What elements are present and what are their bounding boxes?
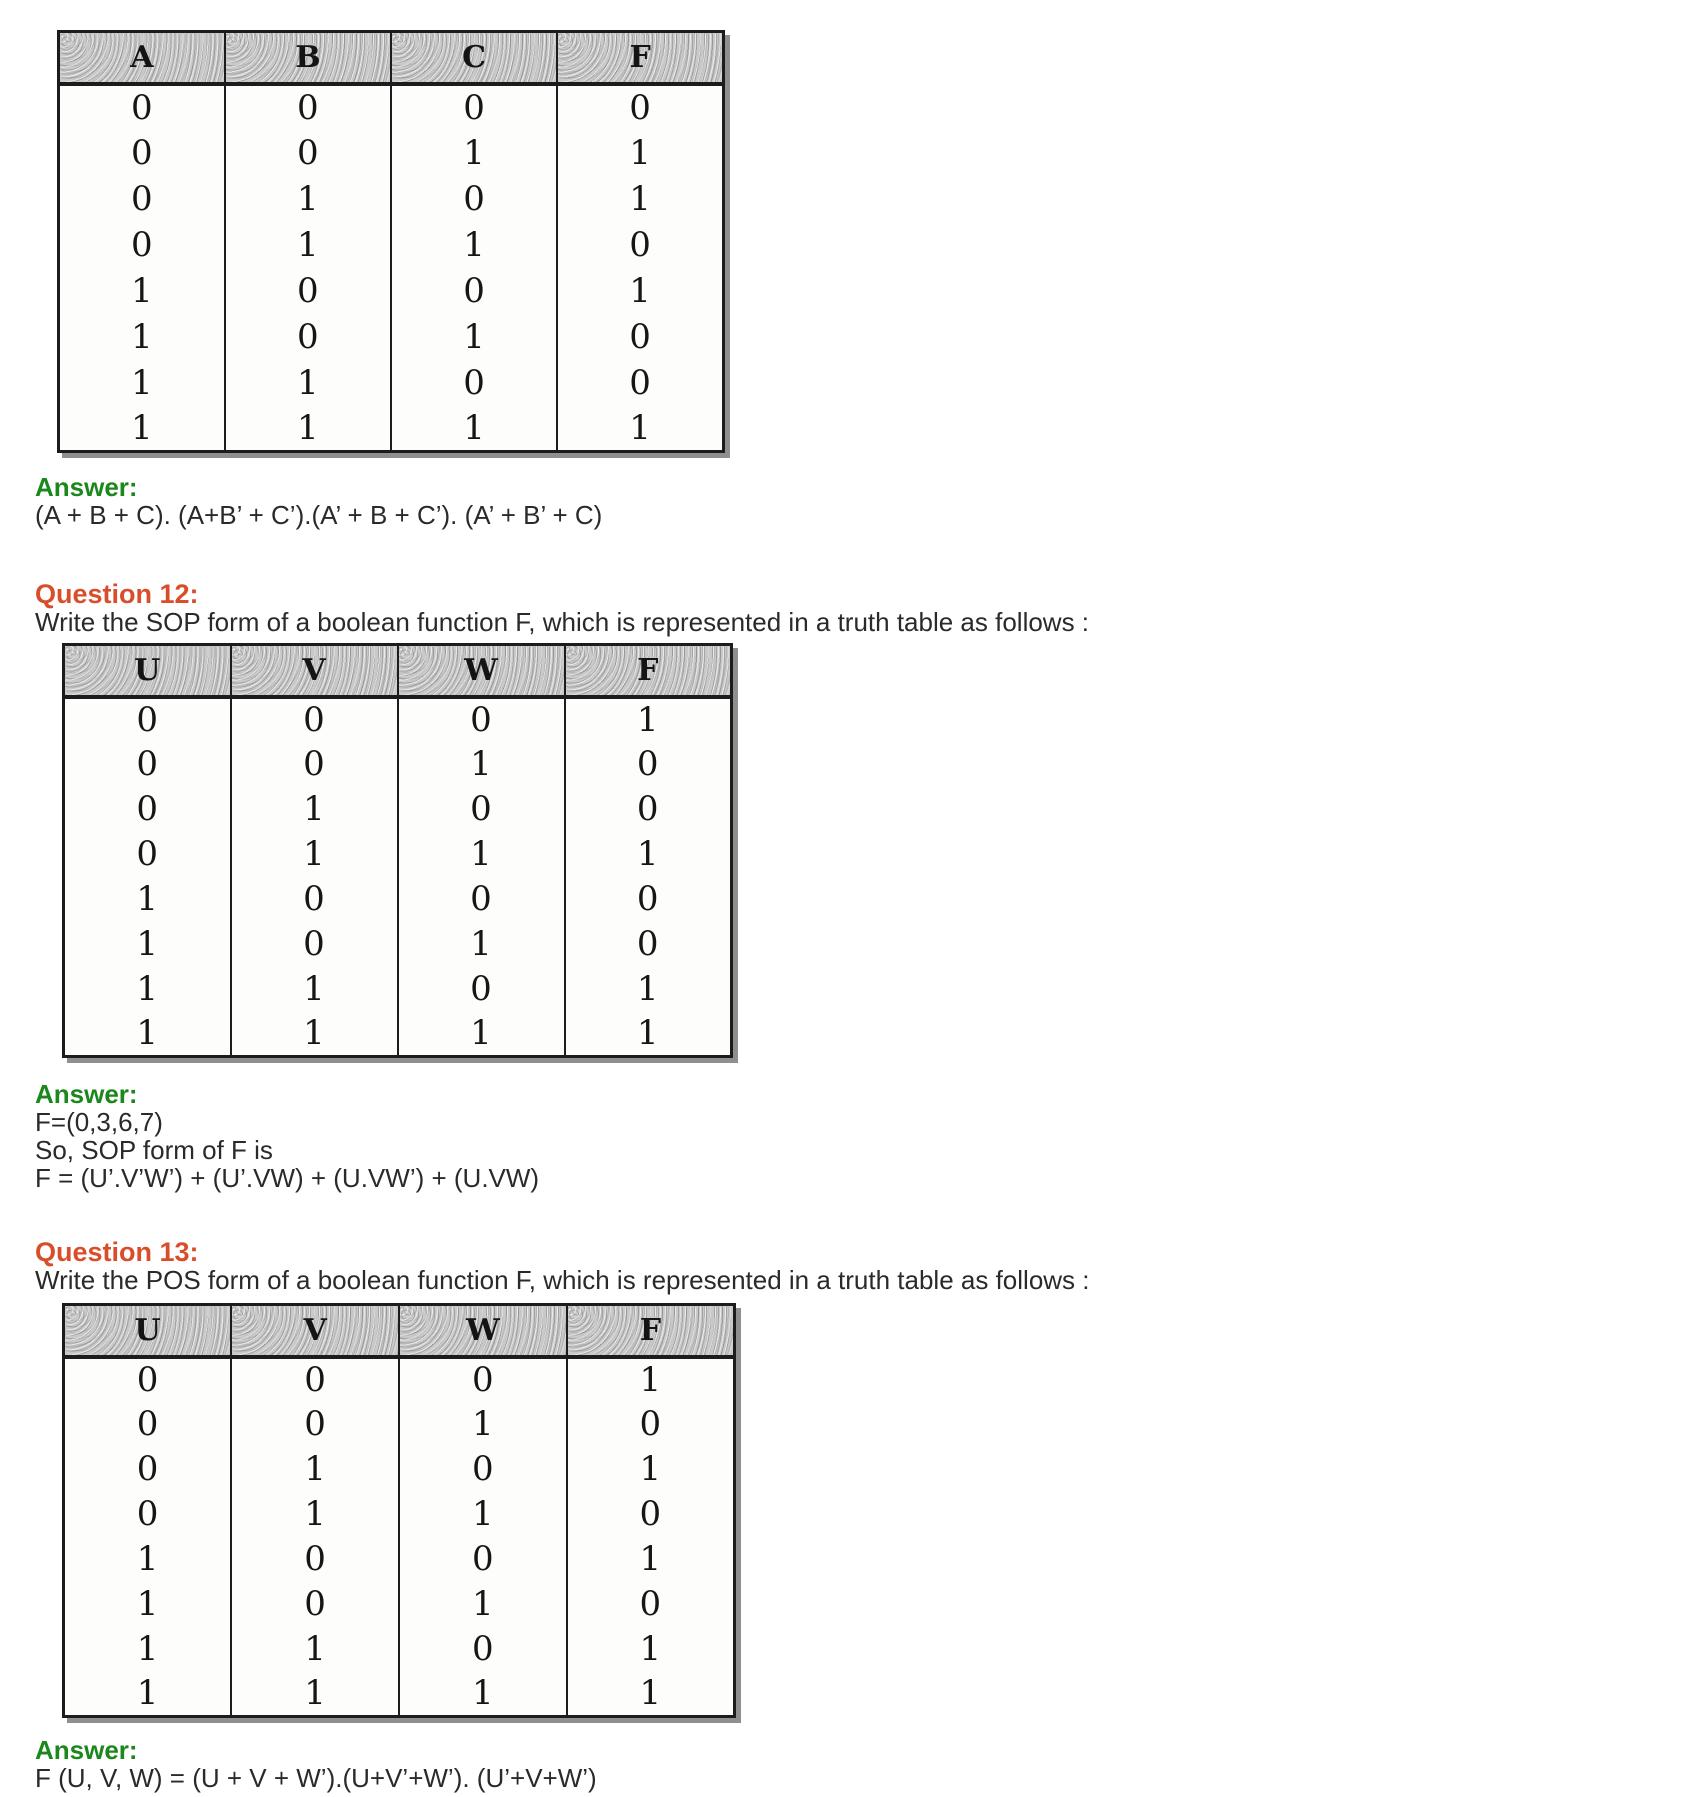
- table-cell: 0: [557, 84, 723, 130]
- question-12-block: [35, 580, 1089, 636]
- table-cell: 1: [231, 787, 398, 832]
- answer-12-line-3: F = (U’.V’W’) + (U’.VW) + (U.VW’) + (U.VW): [35, 1163, 540, 1193]
- table-row: [64, 742, 732, 787]
- table-cell: 1: [391, 314, 557, 360]
- table-cell: 0: [136, 1449, 159, 1489]
- table-row: [64, 1012, 732, 1057]
- table-row: [59, 314, 724, 360]
- table-cell: 0: [131, 178, 153, 219]
- table-cell: 0: [557, 222, 723, 268]
- table-cell: 1: [567, 1672, 735, 1717]
- answer-11-expression: (A + B + C). (A+B’ + C’).(A’ + B + C’). (A’ + B’ + C): [35, 500, 603, 530]
- table-cell: 0: [231, 1402, 399, 1447]
- column-header-a: A: [59, 32, 225, 84]
- header-row: [64, 645, 732, 697]
- table-cell: 1: [136, 879, 159, 919]
- table-cell: 1: [565, 1012, 732, 1057]
- table-cell: 1: [565, 697, 732, 742]
- table-cell: 0: [565, 877, 732, 922]
- table-cell: 0: [398, 787, 565, 832]
- column-header-f: F: [567, 1305, 735, 1357]
- table-row: [59, 268, 724, 314]
- table-cell: 1: [136, 969, 159, 1009]
- table-cell: 1: [557, 130, 723, 176]
- answer-12-line-2: So, SOP form of F is: [35, 1135, 273, 1165]
- table-cell: 0: [231, 1357, 399, 1402]
- table-row: [64, 832, 732, 877]
- question-12-label: Question 12:: [35, 579, 199, 609]
- table-cell: 0: [398, 697, 565, 742]
- column-header-c: C: [391, 32, 557, 84]
- table-row: [64, 1357, 735, 1402]
- table-cell: 0: [136, 1404, 159, 1444]
- table-cell: 1: [398, 922, 565, 967]
- column-header-w: W: [398, 645, 565, 697]
- table-cell: 0: [231, 1537, 399, 1582]
- table-cell: 1: [231, 1492, 399, 1537]
- table-cell: 0: [399, 1627, 567, 1672]
- table-row: [59, 360, 724, 406]
- table-cell: 1: [567, 1537, 735, 1582]
- table-cell: 0: [557, 314, 723, 360]
- table-row: [64, 1447, 735, 1492]
- table-cell: 1: [557, 406, 723, 452]
- table-row: [64, 1492, 735, 1537]
- table-cell: 1: [131, 407, 153, 448]
- answer-13-block: [35, 1736, 597, 1792]
- truth-table-uvw-pos-header: [64, 1305, 735, 1357]
- truth-table-uvw-pos-body: [64, 1357, 735, 1717]
- table-cell: 0: [131, 224, 153, 265]
- table-cell: 0: [225, 130, 391, 176]
- table-row: [64, 1582, 735, 1627]
- table-cell: 1: [136, 1629, 159, 1669]
- table-cell: 1: [557, 176, 723, 222]
- table-row: [59, 130, 724, 176]
- table-cell: 1: [231, 1627, 399, 1672]
- table-cell: 0: [567, 1582, 735, 1627]
- answer-12-block: [35, 1080, 539, 1192]
- table-row: [64, 967, 732, 1012]
- table-cell: 1: [225, 176, 391, 222]
- table-cell: 1: [565, 967, 732, 1012]
- table-cell: 1: [399, 1672, 567, 1717]
- table-cell: 0: [557, 360, 723, 406]
- table-cell: 0: [136, 834, 159, 874]
- table-cell: 0: [391, 176, 557, 222]
- column-header-v: V: [231, 1305, 399, 1357]
- table-cell: 0: [391, 84, 557, 130]
- table-cell: 1: [231, 1447, 399, 1492]
- table-cell: 1: [398, 742, 565, 787]
- table-cell: 0: [131, 132, 153, 173]
- column-header-f: F: [565, 645, 732, 697]
- table-cell: 0: [398, 967, 565, 1012]
- table-cell: 1: [225, 222, 391, 268]
- table-row: [64, 787, 732, 832]
- table-cell: 1: [398, 1012, 565, 1057]
- answer-12-line-1: F=(0,3,6,7): [35, 1107, 163, 1137]
- table-cell: 1: [567, 1627, 735, 1672]
- table-cell: 0: [567, 1492, 735, 1537]
- column-header-f: F: [557, 32, 723, 84]
- table-cell: 1: [565, 832, 732, 877]
- column-header-v: V: [231, 645, 398, 697]
- table-cell: 1: [136, 1013, 159, 1054]
- table-row: [64, 877, 732, 922]
- table-cell: 0: [231, 877, 398, 922]
- table-cell: 1: [398, 832, 565, 877]
- table-cell: 1: [225, 360, 391, 406]
- table-row: [64, 697, 732, 742]
- table-cell: 0: [399, 1357, 567, 1402]
- column-header-u: U: [64, 1305, 232, 1357]
- table-cell: 0: [231, 1582, 399, 1627]
- table-cell: 0: [399, 1447, 567, 1492]
- table-cell: 1: [136, 1673, 159, 1714]
- table-cell: 0: [136, 700, 159, 740]
- table-row: [64, 1672, 735, 1717]
- table-cell: 0: [565, 742, 732, 787]
- question-12-text: Write the SOP form of a boolean function F, which is represented in a truth table as follows :: [35, 607, 1090, 637]
- table-row: [64, 1627, 735, 1672]
- table-row: [64, 922, 732, 967]
- table-cell: 0: [225, 268, 391, 314]
- table-cell: 1: [136, 1539, 159, 1579]
- table-cell: 0: [391, 360, 557, 406]
- header-row: [59, 32, 724, 84]
- table-row: [59, 176, 724, 222]
- truth-table-uvw-sop-body: [64, 697, 732, 1057]
- truth-table-uvw-sop: [62, 643, 733, 1058]
- table-cell: 1: [391, 130, 557, 176]
- question-13-label: Question 13:: [35, 1237, 199, 1267]
- table-row: [64, 1402, 735, 1447]
- column-header-b: B: [225, 32, 391, 84]
- table-cell: 0: [565, 787, 732, 832]
- answer-11-label: Answer:: [35, 472, 138, 502]
- answer-13-expression: F (U, V, W) = (U + V + W’).(U+V’+W’). (U’+V+W’): [35, 1763, 597, 1793]
- table-cell: 1: [391, 406, 557, 452]
- table-cell: 0: [136, 789, 159, 829]
- table-cell: 0: [225, 314, 391, 360]
- table-cell: 1: [136, 924, 159, 964]
- table-cell: 1: [231, 832, 398, 877]
- table-cell: 0: [131, 87, 153, 128]
- table-cell: 1: [399, 1582, 567, 1627]
- table-cell: 0: [399, 1537, 567, 1582]
- table-cell: 0: [231, 922, 398, 967]
- table-cell: 1: [231, 967, 398, 1012]
- table-row: [59, 222, 724, 268]
- question-13-text: Write the POS form of a boolean function F, which is represented in a truth table as follows :: [35, 1265, 1090, 1295]
- table-cell: 1: [131, 270, 153, 311]
- header-row: [64, 1305, 735, 1357]
- answer-11-block: [35, 473, 602, 529]
- table-cell: 1: [225, 406, 391, 452]
- table-cell: 0: [136, 1360, 159, 1400]
- table-row: [64, 1537, 735, 1582]
- table-cell: 1: [231, 1012, 398, 1057]
- table-cell: 0: [136, 1494, 159, 1534]
- table-row: [59, 406, 724, 452]
- truth-table-abc-body: [59, 84, 724, 452]
- table-cell: 1: [391, 222, 557, 268]
- column-header-w: W: [399, 1305, 567, 1357]
- table-cell: 0: [565, 922, 732, 967]
- table-cell: 0: [567, 1402, 735, 1447]
- table-cell: 1: [136, 1584, 159, 1624]
- table-cell: 1: [399, 1492, 567, 1537]
- question-13-block: [35, 1238, 1090, 1294]
- table-cell: 1: [131, 362, 153, 403]
- answer-13-label: Answer:: [35, 1735, 138, 1765]
- truth-table-abc-header: [59, 32, 724, 84]
- table-cell: 0: [231, 742, 398, 787]
- table-cell: 1: [557, 268, 723, 314]
- table-row: [59, 84, 724, 130]
- truth-table-uvw-sop-header: [64, 645, 732, 697]
- truth-table-uvw-pos: [62, 1303, 736, 1718]
- table-cell: 0: [398, 877, 565, 922]
- table-cell: 1: [567, 1357, 735, 1402]
- table-cell: 0: [225, 84, 391, 130]
- table-cell: 0: [231, 697, 398, 742]
- answer-12-label: Answer:: [35, 1079, 138, 1109]
- column-header-u: U: [64, 645, 231, 697]
- table-cell: 1: [231, 1672, 399, 1717]
- table-cell: 1: [131, 316, 153, 357]
- table-cell: 0: [136, 744, 159, 784]
- table-cell: 1: [567, 1447, 735, 1492]
- table-cell: 1: [399, 1402, 567, 1447]
- truth-table-abc: [57, 30, 725, 453]
- table-cell: 0: [391, 268, 557, 314]
